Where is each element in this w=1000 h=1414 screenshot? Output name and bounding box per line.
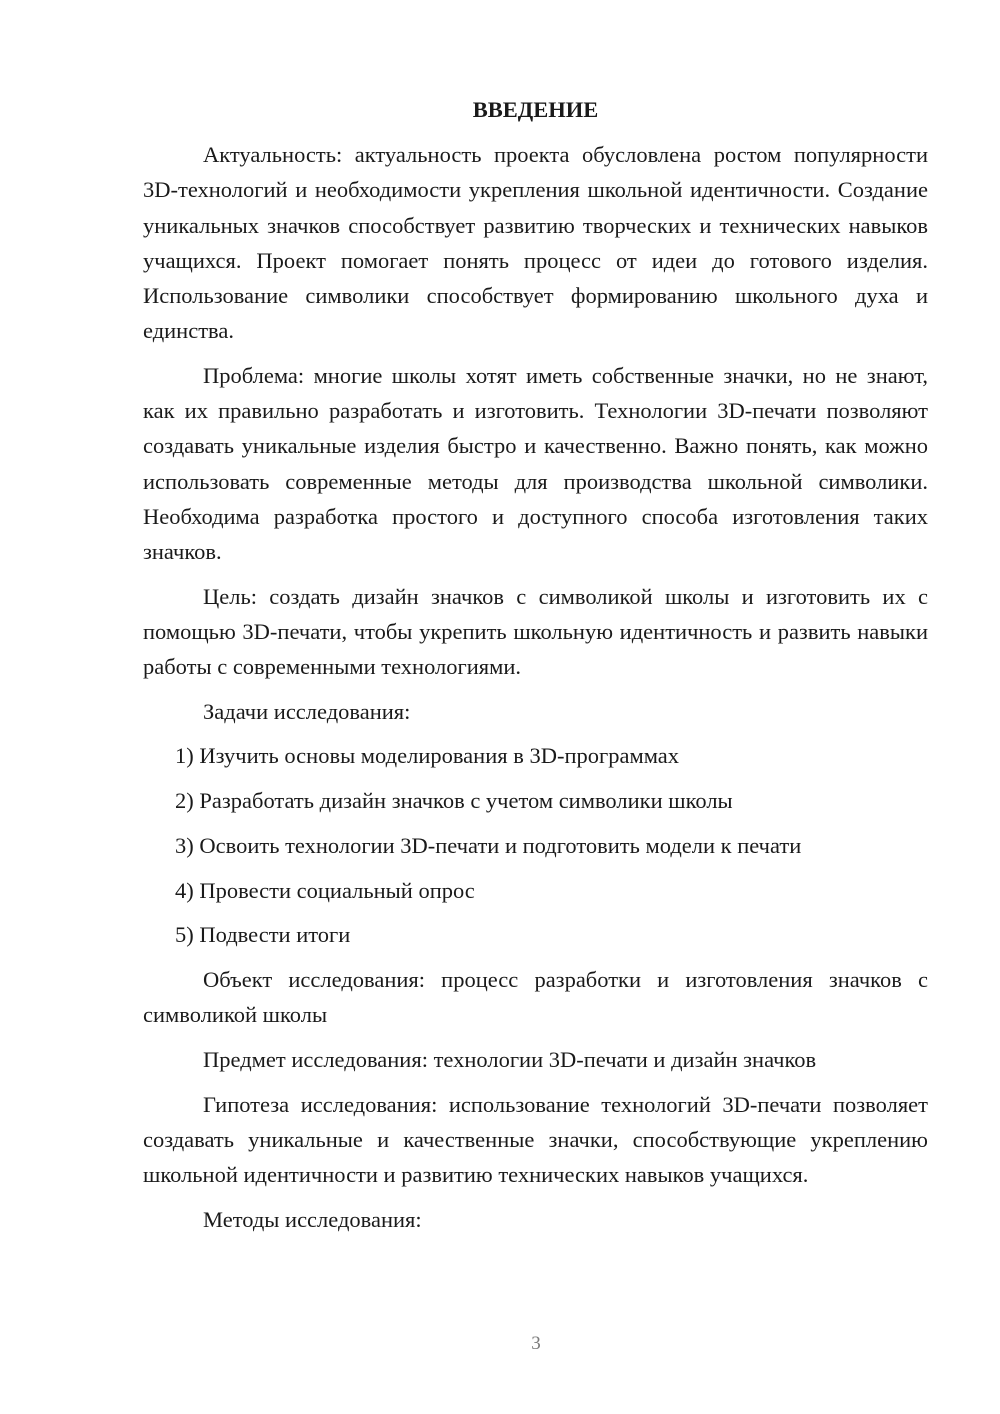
paragraph-hypothesis: Гипотеза исследования: использование технологий 3D-печати позволяет создавать уникальные и качественные значки, способствующие укреплению школьной идентичности и развитию технических навыков учащихся. bbox=[143, 1091, 928, 1187]
page-number: 3 bbox=[531, 1333, 541, 1354]
list-item: 3) Освоить технологии 3D-печати и подготовить модели к печати bbox=[175, 832, 802, 858]
list-item: 5) Подвести итоги bbox=[175, 922, 351, 948]
section-title: ВВЕДЕНИЕ bbox=[472, 97, 599, 122]
tasks-list bbox=[143, 738, 928, 952]
list-item: 4) Провести социальный опрос bbox=[175, 877, 475, 903]
list-item: 2) Разработать дизайн значков с учетом символики школы bbox=[175, 788, 733, 814]
paragraph-goal: Цель: создать дизайн значков с символикой школы и изготовить их с помощью 3D-печати, чтобы укрепить школьную идентичность и развить навыки работы с современными технологиями. bbox=[143, 583, 928, 680]
paragraph-tasks-heading: Задачи исследования: bbox=[203, 698, 411, 724]
document-page bbox=[143, 92, 928, 1246]
paragraph-problem: Проблема: многие школы хотят иметь собственные значки, но не знают, как их правильно разработать и изготовить. Технологии 3D-печати позволяют создавать уникальные изделия быстро и качественно. Важно понять, как можно использовать современные методы для производства школьной символики. Необходима разработка простого и доступного способа изготовления таких значков. bbox=[143, 362, 928, 564]
paragraph-subject: Предмет исследования: технологии 3D-печати и дизайн значков bbox=[203, 1046, 817, 1072]
paragraph-methods: Методы исследования: bbox=[203, 1206, 422, 1232]
paragraph-object: Объект исследования: процесс разработки и изготовления значков с символикой школы bbox=[143, 966, 928, 1028]
paragraph-relevance: Актуальность: актуальность проекта обусловлена ростом популярности 3D-технологий и необходимости укрепления школьной идентичности. Создание уникальных значков способствует развитию творческих и технических навыков учащихся. Проект помогает понять процесс от идеи до готового изделия. Использование символики способствует формированию школьного духа и единства. bbox=[143, 142, 928, 344]
list-item: 1) Изучить основы моделирования в 3D-программах bbox=[175, 743, 680, 769]
